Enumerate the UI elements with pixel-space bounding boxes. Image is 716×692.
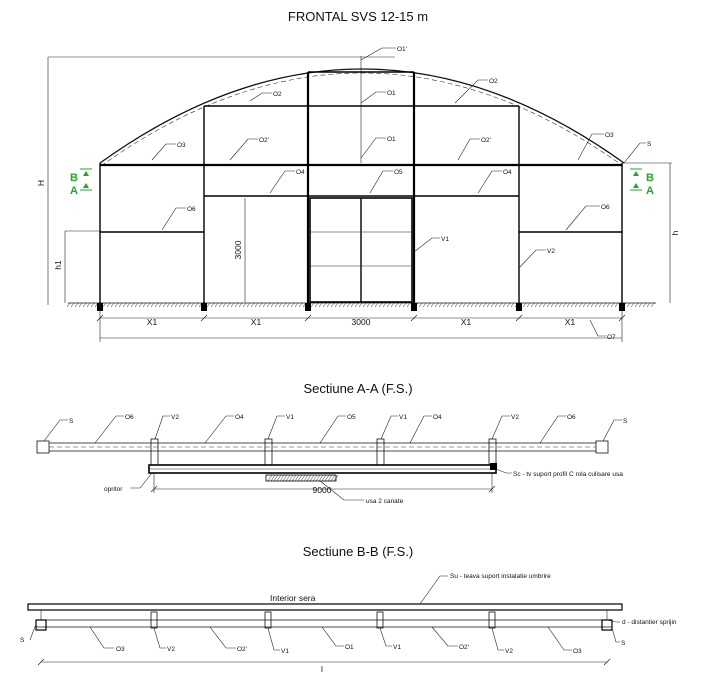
b-callout-v2-left: V2 (167, 646, 175, 653)
b-callout-o2p-left: O2' (237, 646, 247, 653)
callout-o4-right: O4 (503, 169, 512, 176)
callout-o5: O5 (394, 169, 403, 176)
callout-o1-upper: O1 (387, 90, 396, 97)
a-callout-o4-left: O4 (235, 414, 244, 421)
dim-l: l (321, 664, 323, 674)
dim-width: 9000 (312, 485, 332, 495)
b-callout-v1-left: V1 (281, 648, 289, 655)
end-post-right (596, 441, 608, 453)
marker-right-b: B (646, 172, 654, 184)
a-callout-o5: O5 (347, 414, 356, 421)
a-callout-v2-right: V2 (511, 414, 519, 421)
note-distantier: d - distantier sprijin (622, 619, 677, 626)
dim-x1-c: X1 (460, 317, 472, 327)
frontal-elevation (36, 46, 680, 342)
b-callout-v1-right: V1 (393, 644, 401, 651)
dim-center: 3000 (351, 317, 371, 327)
callout-o7: O7 (607, 334, 616, 341)
section-a-callout-leaders (44, 416, 622, 500)
callout-v2: V2 (547, 248, 555, 255)
end-post-left (37, 441, 49, 453)
a-callout-v1-left: V1 (286, 414, 294, 421)
dim-x1-b: X1 (250, 317, 262, 327)
b-callout-o2p-right: O2' (459, 644, 469, 651)
callout-o6-left: O6 (187, 206, 196, 213)
a-callout-v1-right: V1 (399, 414, 407, 421)
dim-h: h (670, 230, 680, 236)
note-interior: Interior sera (270, 593, 316, 603)
frontal-callout-leaders (152, 48, 646, 336)
callout-o4-left: O4 (296, 169, 305, 176)
door-leaf-hatch (268, 475, 338, 481)
dim-H: H (36, 179, 46, 187)
callout-o2p-right: O2' (481, 137, 491, 144)
arch-inner (101, 73, 623, 166)
callout-o1-top: O1' (397, 46, 407, 53)
note-usa: usa 2 canate (366, 498, 404, 505)
callout-o2-right: O2 (489, 78, 498, 85)
a-callout-s-right: S (623, 418, 628, 425)
section-b-callout-leaders (30, 576, 620, 650)
callout-o6-right: O6 (601, 204, 610, 211)
callout-o2-left: O2 (273, 91, 282, 98)
b-callout-o3-left: O3 (116, 646, 125, 653)
dim-x1-d: X1 (564, 317, 576, 327)
section-markers-left (70, 169, 92, 197)
a-callout-o6-right: O6 (567, 414, 576, 421)
b-callout-v2-right: V2 (505, 648, 513, 655)
section-b-posts (41, 610, 607, 628)
b-callout-o3-right: O3 (573, 648, 582, 655)
callout-s-right: S (647, 141, 652, 148)
a-callout-o6-left: O6 (125, 414, 134, 421)
title-section-a: Sectiune A-A (F.S.) (303, 381, 413, 396)
callout-o2p-left: O2' (259, 137, 269, 144)
marker-left-a: A (70, 185, 78, 197)
b-callout-s-right: S (621, 640, 626, 647)
note-opritor: opritor (104, 486, 123, 493)
marker-right-a: A (646, 185, 654, 197)
title-section-b: Sectiune B-B (F.S.) (302, 544, 414, 559)
a-callout-v2-left: V2 (171, 414, 179, 421)
callout-o1-mid: O1 (387, 136, 396, 143)
b-callout-s-left: S (20, 637, 25, 644)
note-su: Su - teava suport instalatie umbrire (450, 573, 551, 580)
callout-o3-right: O3 (605, 132, 614, 139)
dim-x1-a: X1 (146, 317, 158, 327)
marker-left-b: B (70, 172, 78, 184)
b-end-post-right (602, 620, 612, 630)
a-callout-s-left: S (69, 418, 74, 425)
shade-support-pipe (28, 604, 622, 610)
b-callout-o1: O1 (345, 644, 354, 651)
dim-h1: h1 (53, 260, 63, 270)
section-a-plan (37, 414, 628, 505)
b-end-post-left (36, 620, 46, 630)
section-markers-right (630, 169, 654, 197)
callout-o3-left: O3 (177, 142, 186, 149)
ground-hatch (67, 303, 654, 307)
title-frontal: FRONTAL SVS 12-15 m (287, 9, 429, 24)
a-callout-o4-right: O4 (433, 414, 442, 421)
callout-v1: V1 (441, 236, 449, 243)
dim-door-height: 3000 (233, 240, 243, 260)
note-sc: Sc - tv suport profil C rola culisare usa (513, 471, 623, 478)
door-stop-right (490, 463, 497, 470)
section-b-plan (20, 573, 677, 674)
